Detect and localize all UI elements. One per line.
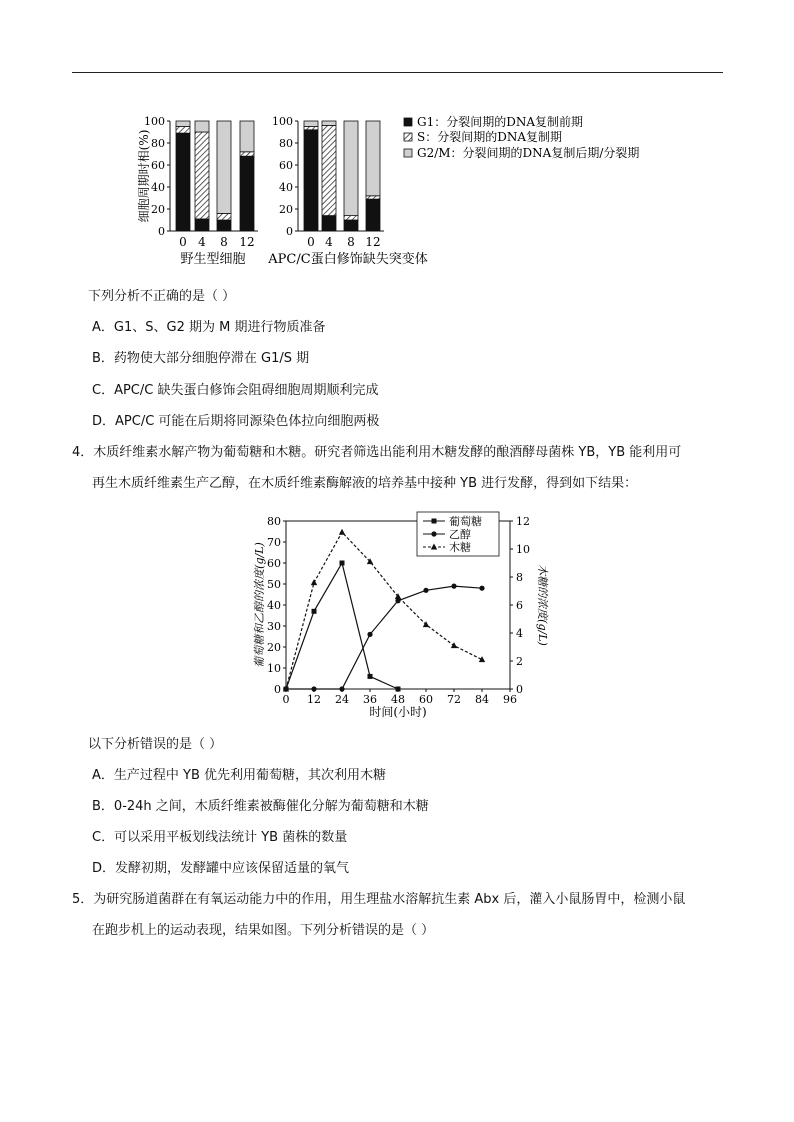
data-point	[339, 529, 345, 535]
y-tick-label: 100	[272, 115, 293, 128]
q3-option-b: B．药物使大部分细胞停滞在 G1/S 期	[92, 351, 310, 366]
legend-label-g1: G1：分裂间期的DNA复制前期	[417, 115, 584, 129]
y-tick-label: 50	[267, 578, 281, 591]
bar-segment	[195, 121, 209, 132]
x-tick-label: 8	[347, 235, 355, 249]
bar-segment	[195, 132, 209, 219]
x-tick-label: 48	[391, 693, 405, 706]
y2-tick-label: 8	[516, 571, 523, 584]
q4-option-d: D．发酵初期，发酵罐中应该保留适量的氧气	[92, 861, 350, 876]
legend-label: 乙醇	[449, 528, 471, 541]
y2-tick-label: 2	[516, 655, 523, 668]
data-point	[311, 686, 316, 691]
legend-label-s: S：分裂间期的DNA复制期	[417, 130, 563, 144]
series-line	[286, 586, 482, 689]
bar-segment	[344, 216, 358, 220]
bar-segment	[366, 196, 380, 199]
x-tick-label: 0	[307, 235, 315, 249]
bar-segment	[322, 125, 336, 215]
y-tick-label: 60	[279, 159, 293, 172]
bar-segment	[304, 130, 318, 231]
bar-segment	[344, 121, 358, 216]
bar-segment	[240, 152, 254, 156]
y-axis-label: 细胞周期时相(%)	[137, 129, 151, 223]
y-tick-label: 80	[279, 137, 293, 150]
y2-tick-label: 12	[516, 515, 530, 528]
cell-cycle-figure	[136, 114, 639, 267]
x-tick-label: 12	[307, 693, 321, 706]
x-tick-label: 8	[220, 235, 228, 249]
data-point	[423, 588, 428, 593]
x-tick-label: 4	[325, 235, 333, 249]
data-point	[423, 621, 429, 627]
x-tick-label: 24	[335, 693, 349, 706]
x-tick-label: 96	[503, 693, 517, 706]
bar-segment	[304, 121, 318, 127]
data-point	[312, 609, 317, 614]
y-tick-label: 80	[151, 137, 165, 150]
x-tick-label: 84	[475, 693, 489, 706]
y-tick-label: 20	[151, 203, 165, 216]
data-point	[368, 674, 373, 679]
y-tick-label: 20	[279, 203, 293, 216]
y-tick-label: 0	[158, 225, 165, 238]
bar-segment	[240, 156, 254, 231]
y2-tick-label: 0	[516, 683, 523, 696]
y2-tick-label: 4	[516, 627, 523, 640]
bar-segment	[240, 121, 254, 152]
bar-segment	[322, 216, 336, 231]
q4-stem-line1: 4．木质纤维素水解产物为葡萄糖和木糖。研究者筛选出能利用木糖发酵的酿酒酵母菌株 YB，YB 能利用可	[72, 445, 682, 460]
legend-swatch	[404, 133, 412, 141]
x-tick-label: 72	[447, 693, 461, 706]
bar-segment	[217, 121, 231, 213]
q4-option-c: C．可以采用平板划线法统计 YB 菌株的数量	[92, 830, 348, 845]
q3-option-d: D．APC/C 可能在后期将同源染色体拉向细胞两极	[92, 414, 380, 429]
data-point	[479, 586, 484, 591]
x-tick-label: 36	[363, 693, 377, 706]
y-tick-label: 100	[144, 115, 165, 128]
legend-swatch	[404, 118, 412, 126]
bar-segment	[217, 220, 231, 231]
bar-segment	[344, 220, 358, 231]
legend-swatch	[404, 149, 412, 157]
x-tick-label: 0	[282, 693, 290, 706]
data-point	[339, 686, 344, 691]
data-point	[431, 531, 436, 536]
legend-label-g2m: G2/M：分裂间期的DNA复制后期/分裂期	[417, 146, 640, 160]
bar-segment	[195, 219, 209, 231]
x-tick-label: 4	[198, 235, 206, 249]
y-axis-label: 葡萄糖和乙醇的浓度(g/L)	[253, 542, 266, 668]
q3-option-a: A．G1、S、G2 期为 M 期进行物质准备	[92, 320, 326, 335]
data-point	[395, 593, 401, 599]
series-square	[284, 561, 401, 692]
data-point	[367, 558, 373, 564]
bar-segment	[217, 213, 231, 220]
q5-stem-line2: 在跑步机上的运动表现，结果如图。下列分析错误的是（ ）	[92, 923, 435, 938]
y-tick-label: 0	[274, 683, 281, 696]
y-tick-label: 80	[267, 515, 281, 528]
y2-axis-label: 木糖的浓度(g/L)	[536, 564, 549, 646]
y-tick-label: 60	[267, 557, 281, 570]
q3-stem: 下列分析不正确的是（ ）	[88, 289, 236, 304]
y-tick-label: 70	[267, 536, 281, 549]
q4-stem-line2: 再生木质纤维素生产乙醇，在木质纤维素酶解液的培养基中接种 YB 进行发酵，得到如下结果：	[92, 476, 638, 491]
x-axis-label: 时间(小时)	[369, 705, 427, 719]
data-point	[311, 579, 317, 585]
y-tick-label: 40	[267, 599, 281, 612]
q4-option-b: B．0-24h 之间，木质纤维素被酶催化分解为葡萄糖和木糖	[92, 799, 429, 814]
y-tick-label: 60	[151, 159, 165, 172]
y-tick-label: 20	[267, 641, 281, 654]
x-tick-label: 12	[365, 235, 381, 249]
q4-stem: 以下分析错误的是（ ）	[88, 737, 223, 752]
stacked-bar-panel-0	[144, 115, 258, 267]
fermentation-figure	[253, 512, 549, 719]
x-tick-label: 12	[239, 235, 255, 249]
q3-option-c: C．APC/C 缺失蛋白修饰会阻碍细胞周期顺利完成	[92, 383, 379, 398]
chart-legend	[417, 512, 499, 556]
bar-segment	[322, 121, 336, 125]
legend-label: 葡萄糖	[449, 515, 482, 528]
panel-title: APC/C蛋白修饰缺失突变体	[268, 252, 428, 267]
data-point	[340, 561, 345, 566]
x-tick-label: 60	[419, 693, 433, 706]
y2-tick-label: 6	[516, 599, 523, 612]
q4-option-a: A．生产过程中 YB 优先利用葡萄糖，其次利用木糖	[92, 768, 387, 783]
y2-tick-label: 10	[516, 543, 530, 556]
y-tick-label: 10	[267, 662, 281, 675]
bar-segment	[366, 121, 380, 196]
bar-segment	[176, 133, 190, 231]
q5-stem-line1: 5．为研究肠道菌群在有氧运动能力中的作用，用生理盐水溶解抗生素 Abx 后，灌入小鼠肠胃中，检测小鼠	[72, 892, 686, 907]
panel-title: 野生型细胞	[180, 252, 246, 267]
legend-label: 木糖	[449, 541, 471, 554]
bar-segment	[176, 121, 190, 127]
data-point	[451, 642, 457, 648]
y-tick-label: 0	[286, 225, 293, 238]
bar-segment	[304, 127, 318, 130]
y-tick-label: 40	[279, 181, 293, 194]
data-point	[451, 584, 456, 589]
x-tick-label: 0	[179, 235, 187, 249]
y-tick-label: 30	[267, 620, 281, 633]
data-point	[367, 632, 372, 637]
data-point	[432, 519, 437, 524]
bar-segment	[176, 127, 190, 134]
bar-segment	[366, 199, 380, 231]
data-point	[396, 687, 401, 692]
y-tick-label: 40	[151, 181, 165, 194]
series-circle	[283, 584, 484, 692]
